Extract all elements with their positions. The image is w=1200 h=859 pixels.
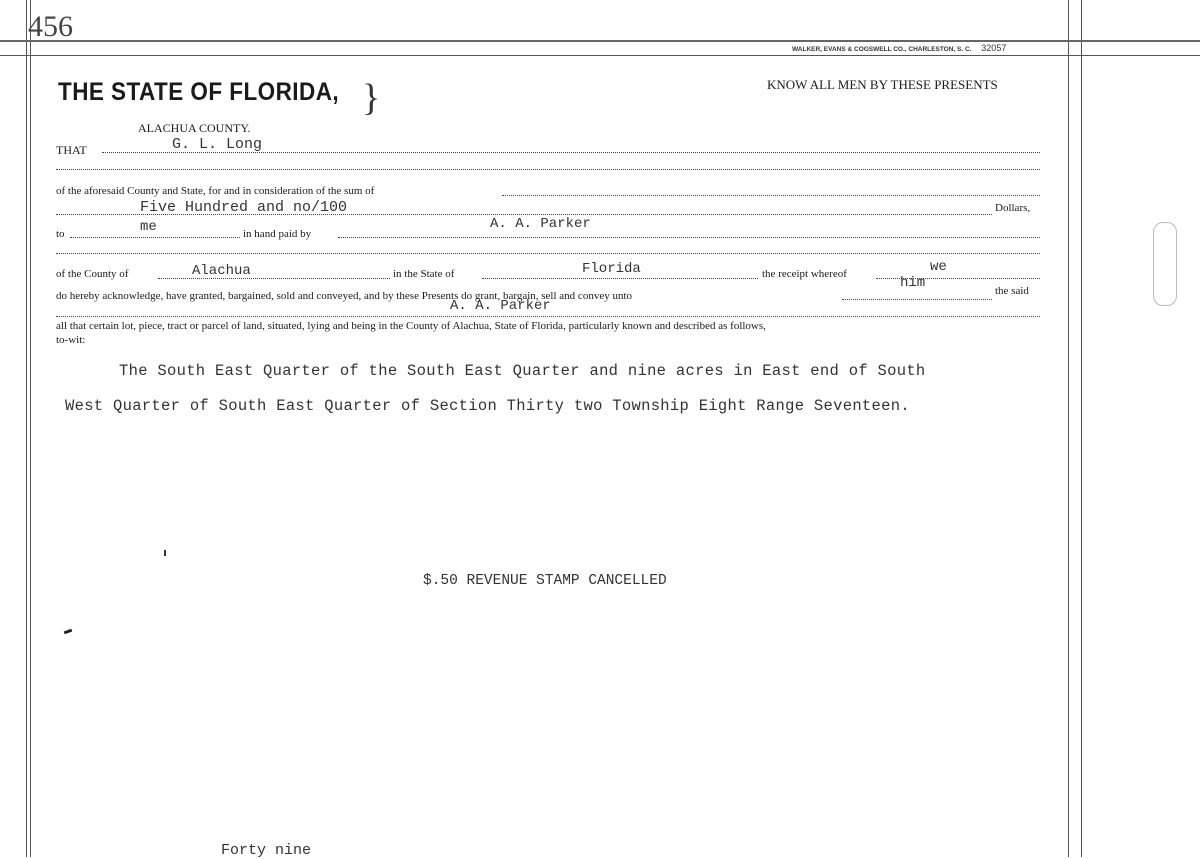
state-title: THE STATE OF FLORIDA, — [58, 78, 340, 106]
lot-clause: all that certain lot, piece, tract or parcel of land, situated, lying and being in the County of Alachua, State of Florida, particularly known and described as follows, — [56, 320, 766, 332]
acknowledge-label: do hereby acknowledge, have granted, bargained, sold and conveyed, and by these Presents do grant, bargain, sell and convey unto — [56, 290, 633, 302]
top-rule-2 — [0, 55, 1200, 56]
ink-speck — [64, 629, 73, 635]
ink-speck — [164, 550, 166, 556]
blank-line-2 — [56, 253, 1040, 254]
printer-name: WALKER, EVANS & COGSWELL CO., CHARLESTON, S. C. — [792, 46, 972, 53]
know-all-heading: KNOW ALL MEN BY THESE PRESENTS — [767, 77, 998, 92]
that-label: THAT — [56, 143, 87, 157]
right-border-line-inner — [1081, 0, 1082, 857]
to-label: to — [56, 228, 65, 240]
description-line-1: The South East Quarter of the South East Quarter and nine acres in East end of South — [119, 362, 926, 380]
grantee-name: A. A. Parker — [450, 298, 551, 314]
blank-line-1 — [56, 169, 1040, 170]
sum-amount: Five Hundred and no/100 — [140, 199, 348, 216]
punch-hole — [1153, 222, 1177, 306]
paid-by-value: A. A. Parker — [490, 216, 591, 232]
printer-imprint — [792, 43, 1006, 53]
left-border-line-inner — [30, 0, 31, 857]
left-border-line — [26, 0, 27, 857]
the-said-label: the said — [995, 285, 1029, 297]
consideration-label: of the aforesaid County and State, for and in consideration of the sum of — [56, 185, 375, 197]
to-wit-label: to-wit: — [56, 334, 86, 346]
in-hand-label: in hand paid by — [243, 228, 312, 240]
description-line-2: West Quarter of South East Quarter of Section Thirty two Township Eight Range Seventeen. — [65, 397, 910, 415]
in-state-label: in the State of — [393, 268, 455, 280]
county-title: ALACHUA COUNTY. — [138, 121, 251, 135]
grantor-name: G. L. Long — [172, 136, 263, 153]
whereof-value: we — [930, 259, 947, 275]
to-line — [70, 237, 240, 238]
revenue-stamp-note: $.50 REVENUE STAMP CANCELLED — [423, 573, 667, 589]
receipt-label: the receipt whereof — [762, 268, 847, 280]
state-value: Florida — [582, 261, 641, 277]
right-border-line — [1068, 0, 1069, 857]
unto-line — [842, 299, 992, 300]
brace-icon: } — [362, 77, 381, 119]
to-value: me — [140, 219, 157, 235]
state-line — [482, 278, 758, 279]
dollars-label: Dollars, — [995, 202, 1031, 214]
form-number: 32057 — [981, 43, 1007, 53]
of-county-label: of the County of — [56, 268, 129, 280]
page-number: 456 — [28, 10, 73, 43]
unto-value: him — [900, 275, 926, 291]
paid-by-line — [338, 237, 1040, 238]
county-value: Alachua — [192, 263, 251, 279]
consideration-line — [502, 195, 1040, 196]
grantee-line — [56, 316, 1040, 317]
top-rule — [0, 40, 1200, 42]
footer-text: Forty nine — [221, 842, 312, 859]
